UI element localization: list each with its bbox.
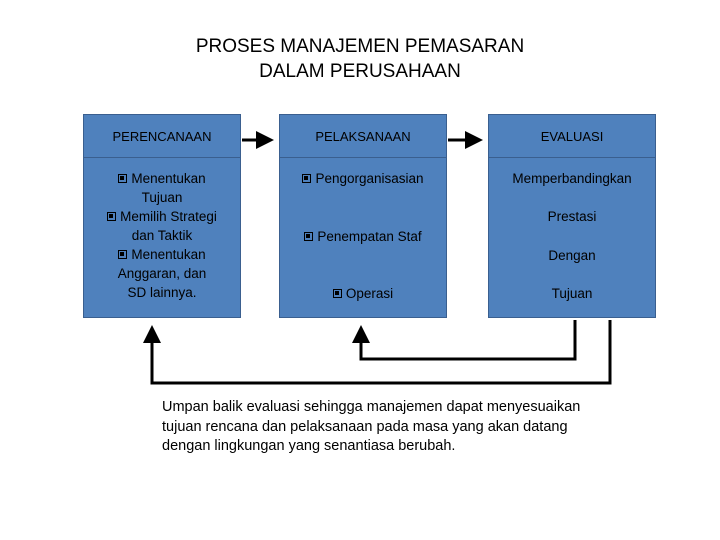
list-item: Menentukan	[84, 169, 240, 188]
list-item: SD lainnya.	[127, 285, 197, 300]
list-item: Tujuan	[551, 286, 593, 301]
list-item: Memilih Strategi	[84, 207, 240, 226]
feedback-arrow-to-perencanaan	[152, 320, 610, 383]
list-item: Anggaran, dan	[117, 266, 207, 281]
list-item: dan Taktik	[131, 228, 193, 243]
title-line-2: DALAM PERUSAHAAN	[259, 61, 461, 82]
box-header-pelaksanaan: PELAKSANAAN	[280, 115, 446, 158]
list-item: Penempatan Staf	[280, 227, 446, 246]
list-item: Memperbandingkan	[512, 171, 632, 186]
title-line-1: PROSES MANAJEMEN PEMASARAN	[195, 36, 525, 57]
list-item: Dengan	[548, 248, 596, 263]
list-item: Pengorganisasian	[280, 169, 446, 188]
box-header-evaluasi: EVALUASI	[489, 115, 655, 158]
box-header-perencanaan: PERENCANAAN	[84, 115, 240, 158]
feedback-description: Umpan balik evaluasi sehingga manajemen dapat menyesuaikan tujuan rencana dan pelaksanaan pada masa yang akan datang dengan lingkungan yang senantiasa berubah.	[162, 399, 581, 454]
list-item: Operasi	[280, 284, 446, 303]
feedback-arrow-to-pelaksanaan	[361, 320, 575, 359]
list-item: Menentukan	[84, 245, 240, 264]
list-item: Tujuan	[141, 190, 183, 205]
list-item: Prestasi	[547, 209, 597, 224]
